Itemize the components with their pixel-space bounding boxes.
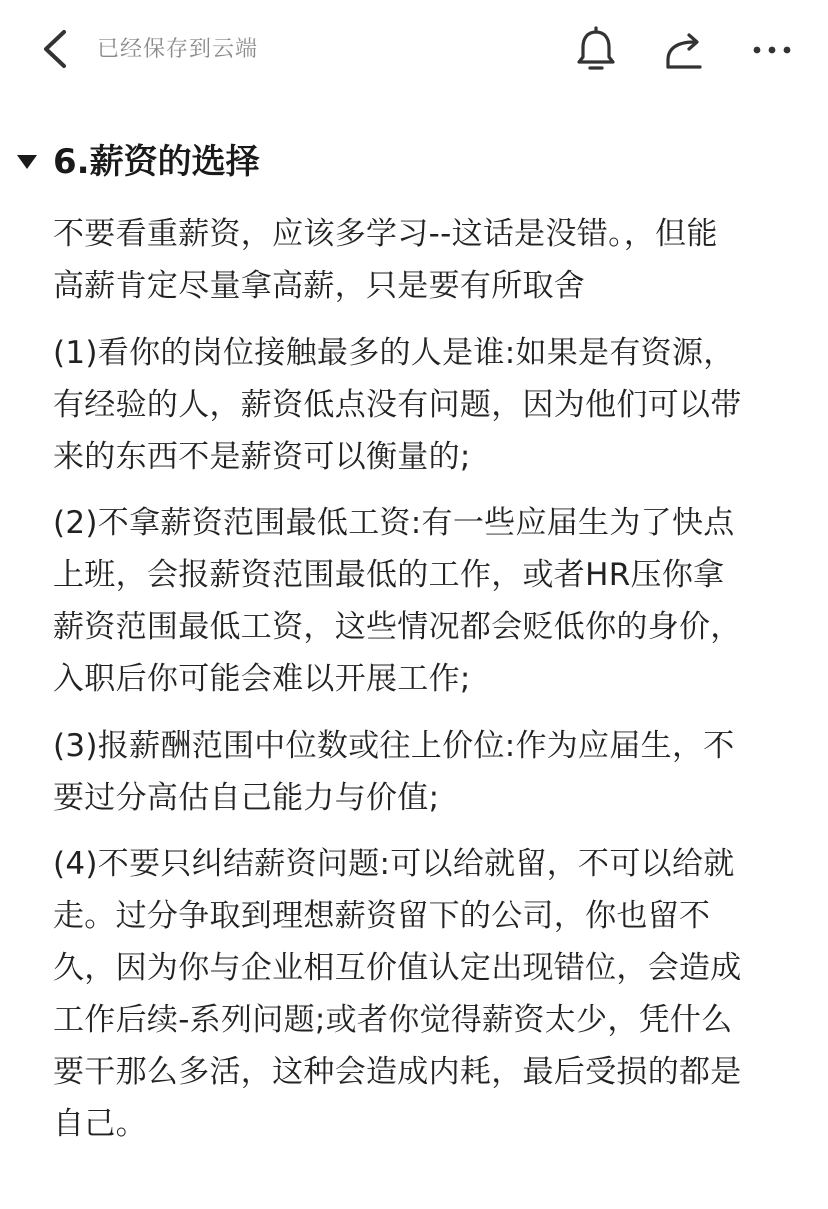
text-line: 薪资范围最低工资，这些情况都会贬低你的身价， [53,609,742,645]
section-heading[interactable] [0,130,828,192]
text-line: 高薪肯定尽量拿高薪，只是要有所取舍 [53,268,586,304]
text-line: 要干那么多活，这种会造成内耗，最后受损的都是 [53,1054,742,1090]
text-line: 走。过分争取到理想薪资留下的公司，你也留不 [53,898,711,934]
top-bar [0,0,828,100]
text-line: 入职后你可能会难以开展工作; [53,661,471,697]
more-button[interactable] [746,24,798,76]
more-icon [746,24,798,76]
text-line: 不要看重薪资，应该多学习--这话是没错。，但能 [53,216,718,252]
bell-icon [570,24,622,76]
text-line: (2)不拿薪资范围最低工资:有一些应届生为了快点 [53,505,735,541]
text-line: 有经验的人，薪资低点没有问题，因为他们可以带 [53,387,742,423]
text-line: 久，因为你与企业相互价值认定出现错位，会造成 [53,950,742,986]
paragraph-2 [53,497,783,705]
paragraph-intro [53,208,783,312]
paragraph-3 [53,720,783,824]
text-line: 来的东西不是薪资可以衡量的; [53,439,471,475]
paragraph-1 [53,327,783,483]
collapse-triangle-icon[interactable] [15,152,39,172]
text-line: 要过分高估自己能力与价值; [53,780,440,816]
text-line: (4)不要只纠结薪资问题:可以给就留，不可以给就 [53,846,735,882]
text-line: (1)看你的岗位接触最多的人是谁:如果是有资源， [53,335,735,371]
save-status-text: 已经保存到云端 [97,37,259,62]
section-title: 6.薪资的选择 [53,142,260,182]
text-line: 工作后续-系列问题;或者你觉得薪资太少，凭什么 [53,1002,733,1038]
text-line: 自己。 [53,1106,147,1142]
notification-button[interactable] [570,24,622,76]
share-button[interactable] [658,24,710,76]
document-content [0,130,828,192]
text-line: 上班，会报薪资范围最低的工作，或者HR压你拿 [53,557,725,593]
chevron-left-icon [30,24,80,74]
paragraph-4 [53,838,783,1150]
share-icon [658,24,710,76]
back-button[interactable] [30,24,80,74]
text-line: (3)报薪酬范围中位数或往上价位:作为应届生，不 [53,728,735,764]
